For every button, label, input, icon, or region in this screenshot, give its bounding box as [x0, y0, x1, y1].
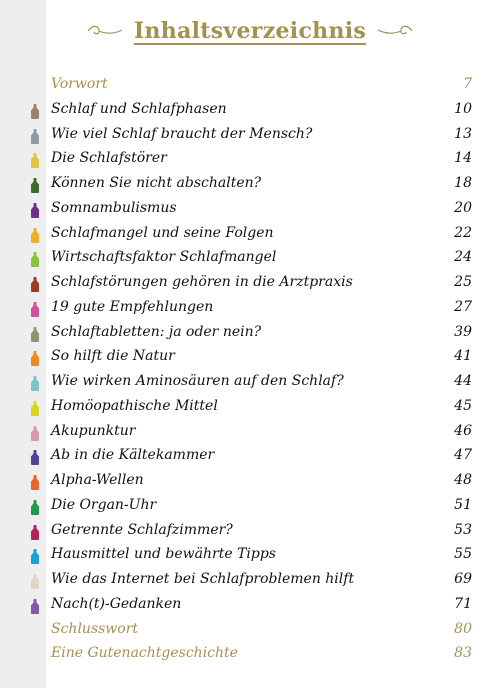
toc-entry[interactable] — [0, 618, 500, 643]
bottle-icon — [30, 129, 40, 144]
toc-entry[interactable] — [0, 123, 500, 148]
toc-entry-page-number: 80 — [454, 620, 472, 637]
toc-entry-page-number: 83 — [454, 645, 472, 662]
bottle-icon — [30, 500, 40, 515]
toc-entry-label: So hilft die Natur — [51, 348, 175, 365]
toc-entry-label: Akupunktur — [51, 422, 136, 439]
toc-entry-page-number: 22 — [454, 224, 472, 241]
bottle-icon — [30, 401, 40, 416]
toc-entry-label: Getrennte Schlafzimmer? — [51, 521, 233, 538]
bottle-icon — [30, 302, 40, 317]
toc-entry-page-number: 47 — [454, 447, 472, 464]
toc-entry-label: Vorwort — [51, 76, 108, 92]
bottle-icon — [30, 599, 40, 614]
page-title: Inhaltsverzeichnis — [133, 18, 367, 44]
bottle-icon — [30, 203, 40, 218]
toc-entry-page-number: 48 — [454, 472, 472, 488]
bottle-icon — [30, 277, 40, 292]
swirl-ornament-right-icon — [376, 24, 414, 38]
toc-entry[interactable] — [0, 494, 500, 519]
toc-entry[interactable] — [0, 642, 500, 667]
bottle-icon — [30, 252, 40, 267]
toc-entry-label: Schlafstörungen gehören in die Arztpraxis — [51, 274, 353, 290]
toc-entry[interactable] — [0, 519, 500, 544]
toc-entry-label: Schlusswort — [51, 620, 139, 637]
toc-entry-label: Schlafmangel und seine Folgen — [51, 224, 274, 241]
toc-entry[interactable] — [0, 395, 500, 420]
bottle-icon — [30, 426, 40, 441]
bottle-icon — [30, 574, 40, 589]
toc-entry-page-number: 7 — [463, 76, 472, 92]
toc-entry-label: Die Organ-Uhr — [51, 496, 157, 513]
toc-header — [0, 18, 500, 44]
table-of-contents — [0, 73, 500, 667]
toc-entry[interactable] — [0, 469, 500, 494]
toc-entry[interactable] — [0, 370, 500, 395]
bottle-icon — [30, 228, 40, 243]
toc-entry-page-number: 41 — [454, 348, 472, 365]
toc-entry-label: Hausmittel und bewährte Tipps — [51, 546, 276, 563]
toc-entry-label: Schlaf und Schlafphasen — [51, 100, 227, 117]
toc-entry[interactable] — [0, 147, 500, 172]
toc-entry-label: Homöopathische Mittel — [51, 397, 218, 414]
toc-entry[interactable] — [0, 246, 500, 271]
toc-entry-label: Wie wirken Aminosäuren auf den Schlaf? — [51, 373, 344, 389]
toc-entry-page-number: 51 — [454, 496, 472, 513]
bottle-icon — [30, 475, 40, 490]
toc-entry-page-number: 24 — [454, 249, 472, 266]
toc-entry[interactable] — [0, 568, 500, 593]
toc-entry-label: Eine Gutenachtgeschichte — [51, 645, 238, 662]
toc-entry-page-number: 39 — [454, 323, 472, 340]
bottle-icon — [30, 178, 40, 193]
toc-entry-label: Nach(t)-Gedanken — [51, 595, 182, 612]
bottle-icon — [30, 549, 40, 564]
toc-entry[interactable] — [0, 345, 500, 370]
bottle-icon — [30, 351, 40, 366]
toc-entry-label: Die Schlafstörer — [51, 150, 167, 167]
toc-entry-label: Alpha-Wellen — [51, 472, 144, 488]
toc-entry-page-number: 46 — [454, 422, 472, 439]
toc-entry-page-number: 13 — [454, 125, 472, 142]
toc-entry-label: Wie das Internet bei Schlafproblemen hilft — [51, 571, 355, 587]
toc-entry-label: Ab in die Kältekammer — [51, 447, 215, 464]
toc-entry-page-number: 27 — [454, 298, 472, 315]
toc-entry-label: Können Sie nicht abschalten? — [51, 175, 262, 191]
toc-entry-page-number: 20 — [454, 199, 472, 216]
toc-entry[interactable] — [0, 593, 500, 618]
toc-entry[interactable] — [0, 73, 500, 98]
toc-entry-page-number: 10 — [454, 100, 472, 117]
toc-entry-label: Wie viel Schlaf braucht der Mensch? — [51, 125, 313, 142]
toc-entry[interactable] — [0, 420, 500, 445]
toc-entry[interactable] — [0, 321, 500, 346]
toc-entry[interactable] — [0, 543, 500, 568]
bottle-icon — [30, 376, 40, 391]
toc-entry-label: Wirtschaftsfaktor Schlafmangel — [51, 249, 277, 266]
bottle-icon — [30, 327, 40, 342]
toc-entry-label: Somnambulismus — [51, 199, 177, 216]
toc-entry-page-number: 44 — [454, 373, 472, 389]
toc-entry-label: Schlaftabletten: ja oder nein? — [51, 323, 262, 340]
toc-entry[interactable] — [0, 98, 500, 123]
bottle-icon — [30, 104, 40, 119]
toc-entry-page-number: 53 — [454, 521, 472, 538]
toc-entry-page-number: 45 — [454, 397, 472, 414]
toc-entry[interactable] — [0, 444, 500, 469]
swirl-ornament-left-icon — [86, 24, 124, 38]
toc-entry[interactable] — [0, 172, 500, 197]
bottle-icon — [30, 525, 40, 540]
toc-entry-page-number: 18 — [454, 175, 472, 191]
toc-entry[interactable] — [0, 197, 500, 222]
toc-entry-page-number: 69 — [454, 571, 472, 587]
toc-entry-page-number: 55 — [454, 546, 472, 563]
bottle-icon — [30, 153, 40, 168]
toc-entry-label: 19 gute Empfehlungen — [51, 298, 214, 315]
toc-entry[interactable] — [0, 222, 500, 247]
toc-entry-page-number: 14 — [454, 150, 472, 167]
toc-entry[interactable] — [0, 296, 500, 321]
bottle-icon — [30, 450, 40, 465]
toc-entry-page-number: 25 — [454, 274, 472, 290]
toc-entry-page-number: 71 — [454, 595, 472, 612]
toc-entry[interactable] — [0, 271, 500, 296]
